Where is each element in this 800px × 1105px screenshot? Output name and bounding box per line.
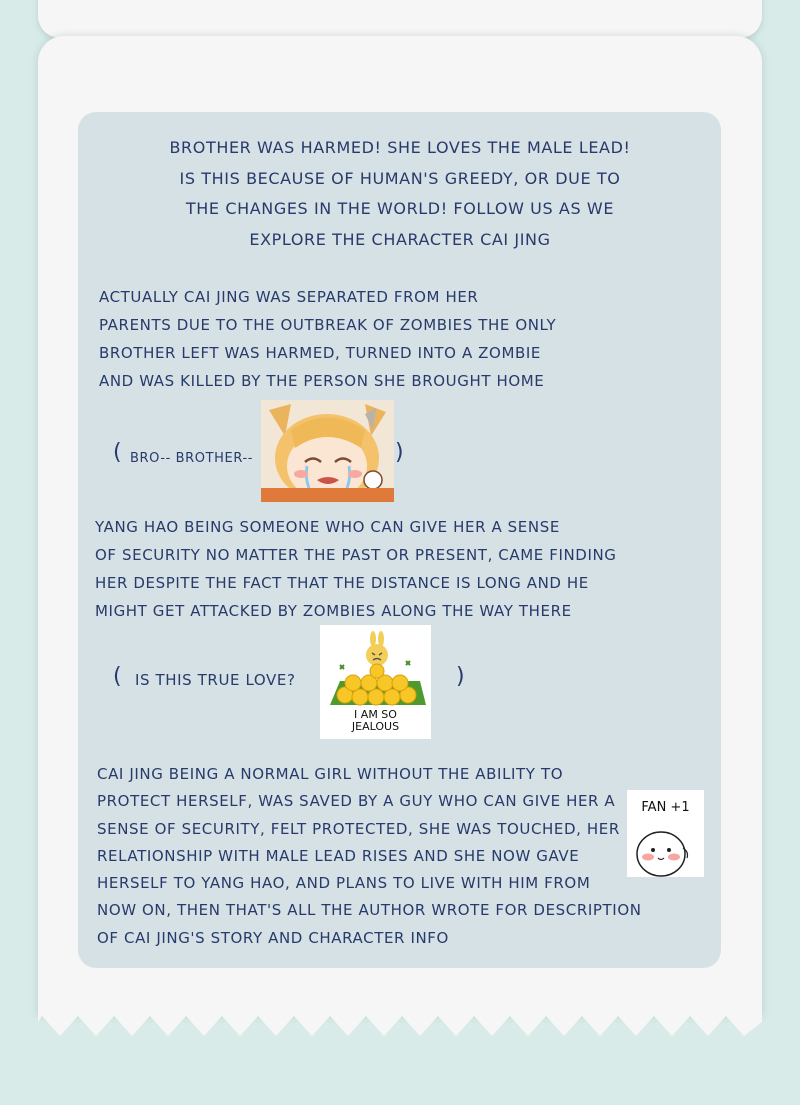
jealous-lemon-pile-sticker (320, 625, 431, 739)
crying-fox-girl-sticker (261, 400, 394, 502)
sticker-3-caption: FAN +1 (641, 800, 690, 815)
aside-2-text: IS THIS TRUE LOVE? (135, 671, 296, 689)
paragraph-3: CAI JING BEING A NORMAL GIRL WITHOUT THE ABILITY TO PROTECT HERSELF, WAS SAVED BY A GUY WHO CAN GIVE HER A SENSE OF SECURITY, FELT PROTECTED, SHE WAS TOUCHED, HER RELATIONSHIP WITH MALE LEAD RISES AND SHE NOW GAVE HERSELF TO YANG HAO, AND PLANS TO LIVE WITH HIM FROM NOW ON, THEN THAT'S ALL THE AUTHOR WROTE FOR DESCRIPTION OF CAI JING'S STORY AND CHARACTER INFO (97, 765, 642, 947)
aside-1-close-paren: ) (395, 440, 404, 465)
torn-edge (38, 1010, 762, 1040)
blushing-face-sticker (627, 790, 704, 877)
sticker-2-caption-1: I AM SO (354, 708, 397, 721)
aside-2-open-paren: ( (113, 664, 122, 689)
sticker-2-caption-2: JEALOUS (351, 720, 400, 733)
paragraph-1: ACTUALLY CAI JING WAS SEPARATED FROM HER PARENTS DUE TO THE OUTBREAK OF ZOMBIES THE ONLY BROTHER LEFT WAS HARMED, TURNED INTO A ZOMBIE AND WAS KILLED BY THE PERSON SHE BROUGHT HOME (99, 288, 557, 390)
paragraph-2: YANG HAO BEING SOMEONE WHO CAN GIVE HER A SENSE OF SECURITY NO MATTER THE PAST OR PRESENT, CAME FINDING HER DESPITE THE FACT THAT THE DISTANCE IS LONG AND HE MIGHT GET ATTACKED BY ZOMBIES ALONG THE WAY THERE (95, 518, 617, 620)
aside-2-close-paren: ) (456, 664, 465, 689)
heading-text: BROTHER WAS HARMED! SHE LOVES THE MALE LEAD! IS THIS BECAUSE OF HUMAN'S GREEDY, OR DUE TO THE CHANGES IN THE WORLD! FOLLOW US AS WE EXPLORE THE CHARACTER CAI JING (169, 138, 631, 249)
aside-1-text: BRO-- BROTHER-- (130, 451, 254, 466)
top-card-edge (38, 0, 762, 38)
aside-1-open-paren: ( (113, 440, 122, 465)
